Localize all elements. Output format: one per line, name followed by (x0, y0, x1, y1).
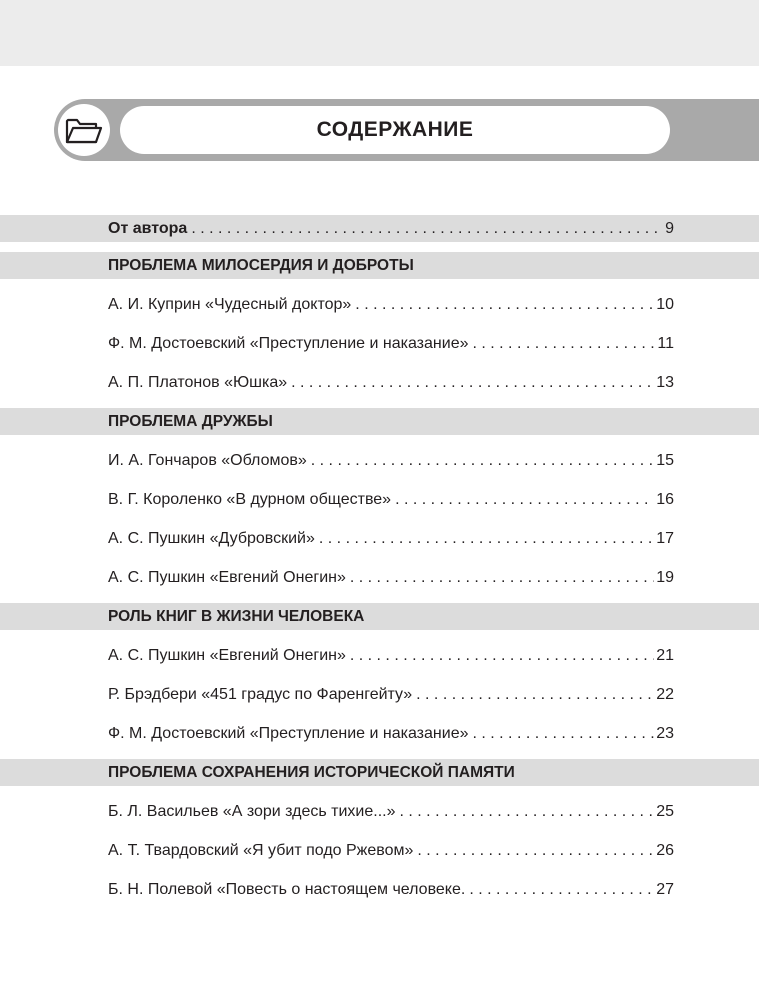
section-heading: ПРОБЛЕМА ДРУЖБЫ (0, 408, 759, 435)
toc-item[interactable]: А. С. Пушкин «Евгений Онегин» . . . 19 (0, 558, 759, 597)
toc-item[interactable]: А. П. Платонов «Юшка» . . . 13 (0, 363, 759, 402)
section-heading: РОЛЬ КНИГ В ЖИЗНИ ЧЕЛОВЕКА (0, 603, 759, 630)
toc-item[interactable]: И. А. Гончаров «Обломов» . . . 15 (0, 441, 759, 480)
section-heading: ПРОБЛЕМА СОХРАНЕНИЯ ИСТОРИЧЕСКОЙ ПАМЯТИ (0, 759, 759, 786)
toc-intro-label: От автора (108, 219, 188, 237)
toc-item[interactable]: Р. Брэдбери «451 градус по Фаренгейту» . . . 22 (0, 675, 759, 714)
toc-item[interactable]: Ф. М. Достоевский «Преступление и наказание» . . . 23 (0, 714, 759, 753)
folder-icon (58, 104, 110, 156)
top-margin-band (0, 0, 759, 66)
toc-intro-page: 9 (665, 219, 674, 237)
toc-item[interactable]: Б. Л. Васильев «А зори здесь тихие...» . . . 25 (0, 792, 759, 831)
toc-item[interactable]: А. Т. Твардовский «Я убит подо Ржевом» . . . 26 (0, 831, 759, 870)
toc-intro-row[interactable] (0, 215, 759, 242)
section-heading: ПРОБЛЕМА МИЛОСЕРДИЯ И ДОБРОТЫ (0, 252, 759, 279)
toc-item[interactable]: А. И. Куприн «Чудесный доктор» . . . 10 (0, 285, 759, 324)
toc-item[interactable]: В. Г. Короленко «В дурном обществе» . . . 16 (0, 480, 759, 519)
toc-item[interactable]: Ф. М. Достоевский «Преступление и наказание» . . . 11 (0, 324, 759, 363)
toc-item[interactable]: Б. Н. Полевой «Повесть о настоящем человеке. . . . 27 (0, 870, 759, 909)
toc-item[interactable]: А. С. Пушкин «Дубровский» . . . 17 (0, 519, 759, 558)
page-title: СОДЕРЖАНИЕ (120, 106, 670, 154)
toc-item[interactable]: А. С. Пушкин «Евгений Онегин» . . . 21 (0, 636, 759, 675)
table-of-contents (0, 213, 759, 909)
